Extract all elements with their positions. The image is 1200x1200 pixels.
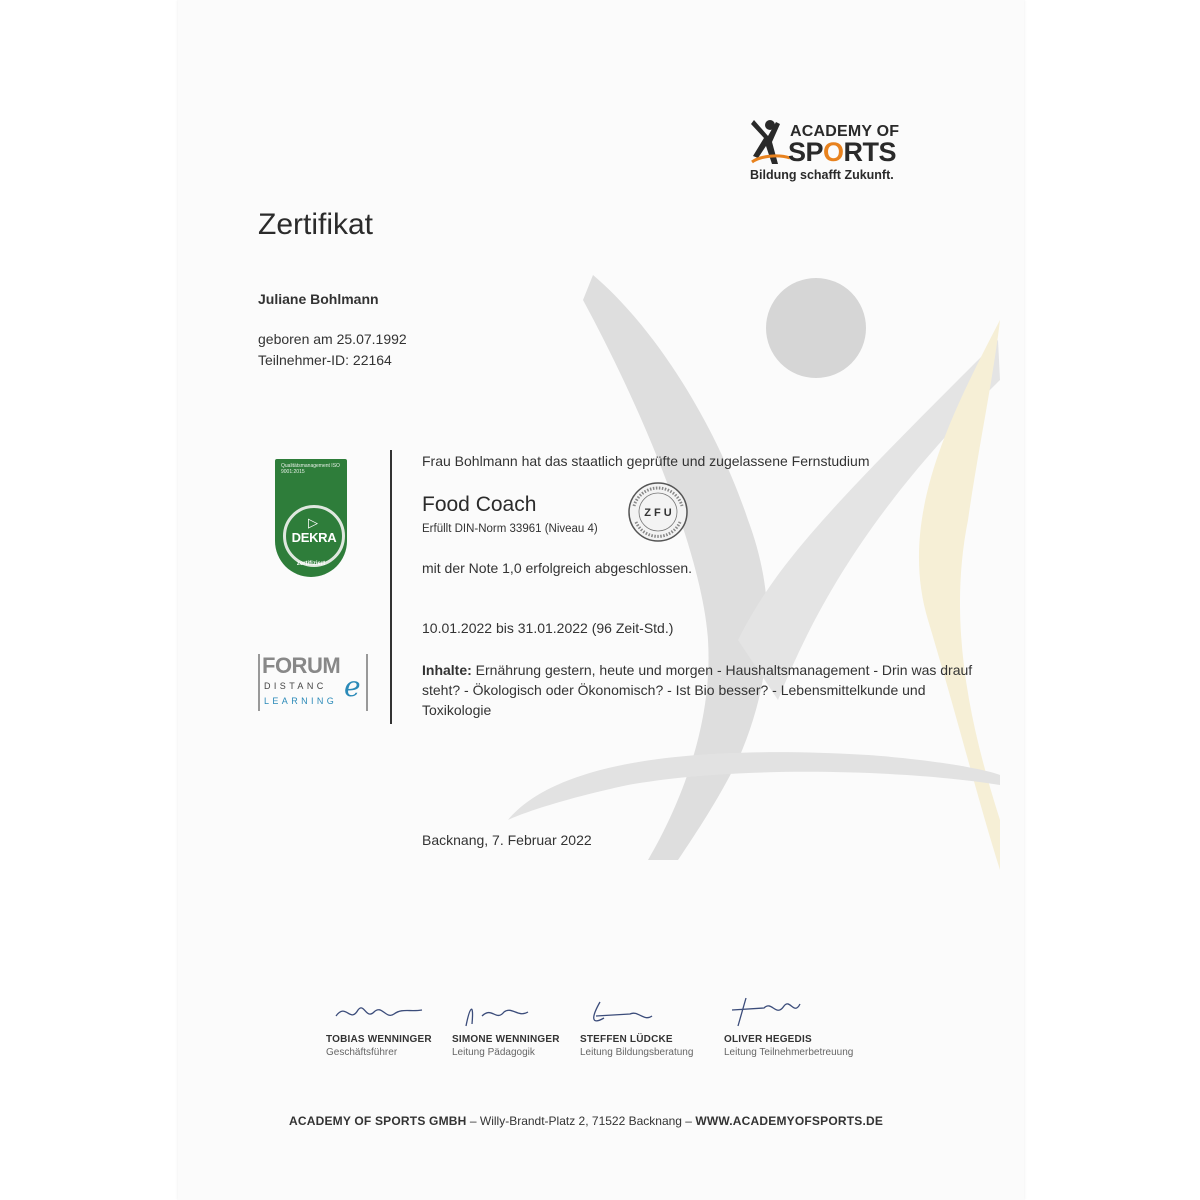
vertical-divider xyxy=(390,450,392,724)
footer-company: ACADEMY OF SPORTS GMBH xyxy=(289,1114,467,1128)
signature-block xyxy=(724,996,874,1058)
dekra-arrow-icon: ▷ xyxy=(308,515,318,530)
din-norm: Erfüllt DIN-Norm 33961 (Niveau 4) xyxy=(422,523,598,535)
forum-learning-word: LEARNING xyxy=(264,696,338,706)
intro-text: Frau Bohlmann hat das staatlich geprüfte und zugelassene Fernstudium xyxy=(422,453,870,469)
recipient-name: Juliane Bohlmann xyxy=(258,291,379,307)
course-contents xyxy=(422,660,982,720)
forum-distance-word: DISTANC xyxy=(264,681,327,691)
signature-block xyxy=(580,996,730,1058)
zfu-seal-text: Z F U xyxy=(644,507,672,519)
logo-tagline: Bildung schafft Zukunft. xyxy=(750,168,894,182)
forum-e-letter: e xyxy=(344,670,361,703)
birth-date: geboren am 25.07.1992 xyxy=(258,331,407,347)
signatory-name: STEFFEN LÜDCKE xyxy=(580,1034,673,1045)
handwritten-signature xyxy=(724,996,824,1030)
signatory-role: Geschäftsführer xyxy=(326,1047,398,1058)
contents-label: Inhalte: xyxy=(422,662,472,678)
participant-id: Teilnehmer-ID: 22164 xyxy=(258,352,392,368)
signatory-name: SIMONE WENNINGER xyxy=(452,1034,560,1045)
dekra-certified-label: zertifiziert xyxy=(296,561,326,567)
certificate-title: Zertifikat xyxy=(258,208,374,241)
handwritten-signature xyxy=(326,996,426,1030)
footer-address: – Willy-Brandt-Platz 2, 71522 Backnang – xyxy=(466,1114,696,1128)
dekra-wordmark: DEKRA xyxy=(291,530,337,545)
logo-line-1: ACADEMY OF xyxy=(790,123,900,140)
dekra-seal xyxy=(283,505,345,567)
footer xyxy=(289,1114,883,1128)
dekra-iso-text: Qualitätsmanagement ISO 9001:2015 xyxy=(281,463,340,475)
certificate-sheet xyxy=(178,0,1024,1200)
signatory-role: Leitung Teilnehmerbetreuung xyxy=(724,1047,854,1058)
signatory-name: OLIVER HEGEDIS xyxy=(724,1034,812,1045)
logo-line-2: SPORTS xyxy=(788,137,897,167)
contents-text: Ernährung gestern, heute und morgen - Haushaltsmanagement - Drin was drauf steht? - Ökologisch oder Ökonomisch? - Ist Bio besser? - Lebensmittelkunde und Toxikologie xyxy=(422,662,973,718)
dekra-badge xyxy=(275,459,347,577)
signatory-name: TOBIAS WENNINGER xyxy=(326,1034,432,1045)
handwritten-signature xyxy=(580,996,680,1030)
footer-website: WWW.ACADEMYOFSPORTS.DE xyxy=(695,1114,884,1128)
zfu-seal-icon xyxy=(626,480,690,544)
handwritten-signature xyxy=(452,996,552,1030)
course-title: Food Coach xyxy=(422,493,537,516)
forum-wordmark: FORUM xyxy=(262,653,341,678)
signatory-role: Leitung Bildungsberatung xyxy=(580,1047,694,1058)
athlete-logo-icon xyxy=(750,116,792,170)
place-and-date: Backnang, 7. Februar 2022 xyxy=(422,832,592,848)
forum-distance-learning-logo xyxy=(258,654,366,712)
academy-of-sports-logo xyxy=(750,112,910,187)
signatory-role: Leitung Pädagogik xyxy=(452,1047,535,1058)
grade-text: mit der Note 1,0 erfolgreich abgeschlossen. xyxy=(422,560,693,576)
course-dates: 10.01.2022 bis 31.01.2022 (96 Zeit-Std.) xyxy=(422,620,674,636)
